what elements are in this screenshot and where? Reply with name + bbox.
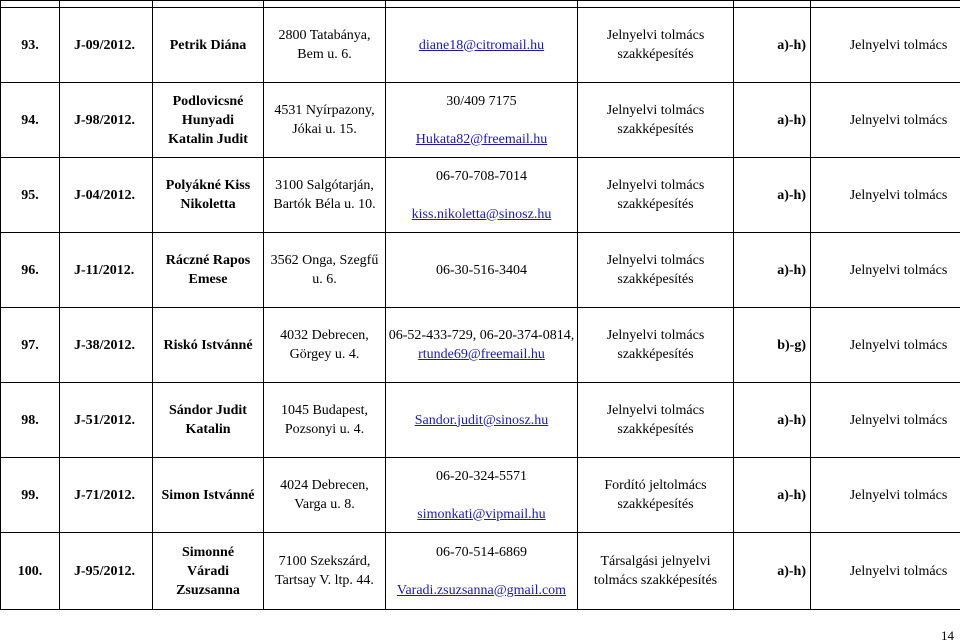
- address-line: Bem u. 6.: [264, 45, 385, 64]
- address-line: Jókai u. 15.: [264, 120, 385, 139]
- role-cell: [811, 158, 960, 233]
- row-number: 99.: [21, 488, 39, 503]
- interpreter-name-cell: [153, 158, 264, 233]
- registration-id-cell: [60, 383, 153, 458]
- qualification-line: Jelnyelvi tolmács: [578, 251, 733, 270]
- role: Jelnyelvi tolmács: [850, 488, 948, 503]
- qualification-line: szakképesítés: [578, 270, 733, 289]
- role: Jelnyelvi tolmács: [850, 413, 948, 428]
- email-link[interactable]: rtunde69@freemail.hu: [386, 345, 577, 364]
- contact-cell: [386, 308, 578, 383]
- row-number-cell: [1, 308, 60, 383]
- interpreter-name-line: Sándor Judit: [153, 401, 263, 420]
- qualification-line: Jelnyelvi tolmács: [578, 176, 733, 195]
- table-row: [1, 383, 960, 458]
- row-number-cell: [1, 158, 60, 233]
- qualification-line: szakképesítés: [578, 345, 733, 364]
- role: Jelnyelvi tolmács: [850, 113, 948, 128]
- row-number-cell: [1, 83, 60, 158]
- row-number: 100.: [18, 564, 43, 579]
- table-row: [1, 233, 960, 308]
- address-line: 7100 Szekszárd,: [264, 552, 385, 571]
- role: Jelnyelvi tolmács: [850, 338, 948, 353]
- address-line: Varga u. 8.: [264, 495, 385, 514]
- registration-id: J-11/2012.: [74, 263, 134, 278]
- interpreter-name-line: Simon Istvánné: [153, 486, 263, 505]
- address-cell: [264, 383, 386, 458]
- role-cell: [811, 533, 960, 610]
- interpreter-name-cell: [153, 83, 264, 158]
- qualification-line: Jelnyelvi tolmács: [578, 101, 733, 120]
- interpreter-name-line: Nikoletta: [153, 195, 263, 214]
- contact-cell: [386, 383, 578, 458]
- registration-id: J-09/2012.: [74, 38, 135, 53]
- role: Jelnyelvi tolmács: [850, 38, 948, 53]
- service-range: b)-g): [777, 338, 806, 353]
- address-line: Pozsonyi u. 4.: [264, 420, 385, 439]
- interpreter-name-line: Hunyadi: [153, 111, 263, 130]
- qualification-line: szakképesítés: [578, 420, 733, 439]
- registration-id: J-98/2012.: [74, 113, 135, 128]
- service-range: a)-h): [777, 38, 806, 53]
- table-top-stub: [1, 1, 960, 8]
- registration-id-cell: [60, 308, 153, 383]
- service-range-cell: [734, 8, 811, 83]
- row-number-cell: [1, 8, 60, 83]
- address-cell: [264, 308, 386, 383]
- address-line: Tartsay V. ltp. 44.: [264, 571, 385, 590]
- qualification-cell: [578, 158, 734, 233]
- qualification-line: szakképesítés: [578, 195, 733, 214]
- registration-id: J-04/2012.: [74, 188, 135, 203]
- registration-id-cell: [60, 158, 153, 233]
- service-range: a)-h): [777, 263, 806, 278]
- service-range-cell: [734, 458, 811, 533]
- qualification-line: Jelnyelvi tolmács: [578, 26, 733, 45]
- registration-id-cell: [60, 8, 153, 83]
- address-line: 1045 Budapest,: [264, 401, 385, 420]
- qualification-cell: [578, 8, 734, 83]
- contact-cell: [386, 8, 578, 83]
- role-cell: [811, 383, 960, 458]
- address-cell: [264, 83, 386, 158]
- registration-id-cell: [60, 83, 153, 158]
- service-range: a)-h): [777, 113, 806, 128]
- address-line: Görgey u. 4.: [264, 345, 385, 364]
- table-row: [1, 533, 960, 610]
- address-line: 4032 Debrecen,: [264, 326, 385, 345]
- qualification-line: Jelnyelvi tolmács: [578, 401, 733, 420]
- role-cell: [811, 458, 960, 533]
- contact-spacer: [386, 111, 577, 130]
- address-cell: [264, 8, 386, 83]
- interpreter-name-cell: [153, 308, 264, 383]
- contact-cell: [386, 233, 578, 308]
- interpreter-name-line: Polyákné Kiss: [153, 176, 263, 195]
- qualification-cell: [578, 383, 734, 458]
- email-link[interactable]: kiss.nikoletta@sinosz.hu: [386, 205, 577, 224]
- qualification-cell: [578, 458, 734, 533]
- registration-id: J-95/2012.: [74, 564, 135, 579]
- row-number-cell: [1, 533, 60, 610]
- contact-spacer: [386, 486, 577, 505]
- interpreter-name-cell: [153, 533, 264, 610]
- qualification-cell: [578, 233, 734, 308]
- address-line: Bartók Béla u. 10.: [264, 195, 385, 214]
- table-row: [1, 158, 960, 233]
- qualification-line: szakképesítés: [578, 45, 733, 64]
- interpreter-name-line: Petrik Diána: [153, 36, 263, 55]
- address-line: 2800 Tatabánya,: [264, 26, 385, 45]
- registration-id-cell: [60, 458, 153, 533]
- row-number: 98.: [21, 413, 39, 428]
- interpreter-name-line: Katalin Judit: [153, 130, 263, 149]
- contact-cell: [386, 458, 578, 533]
- contact-cell: [386, 533, 578, 610]
- role: Jelnyelvi tolmács: [850, 263, 948, 278]
- row-number-cell: [1, 233, 60, 308]
- email-link[interactable]: Varadi.zsuzsanna@gmail.com: [386, 581, 577, 600]
- qualification-cell: [578, 308, 734, 383]
- qualification-cell: [578, 83, 734, 158]
- registry-body: [1, 1, 960, 610]
- interpreter-name-line: Podlovicsné: [153, 92, 263, 111]
- row-number: 95.: [21, 188, 39, 203]
- role-cell: [811, 308, 960, 383]
- interpreter-name-cell: [153, 233, 264, 308]
- interpreter-name-line: Váradi: [153, 562, 263, 581]
- registration-id-cell: [60, 233, 153, 308]
- service-range-cell: [734, 533, 811, 610]
- interpreter-name-line: Katalin: [153, 420, 263, 439]
- service-range-cell: [734, 158, 811, 233]
- role: Jelnyelvi tolmács: [850, 188, 948, 203]
- address-line: 4531 Nyírpazony,: [264, 101, 385, 120]
- page-number: 14: [941, 628, 954, 644]
- interpreter-name-line: Zsuzsanna: [153, 581, 263, 600]
- table-row: [1, 308, 960, 383]
- address-line: 4024 Debrecen,: [264, 476, 385, 495]
- service-range-cell: [734, 383, 811, 458]
- address-line: 3562 Onga, Szegfű: [264, 251, 385, 270]
- interpreter-name-cell: [153, 8, 264, 83]
- contact-cell: [386, 83, 578, 158]
- email-link[interactable]: Hukata82@freemail.hu: [386, 130, 577, 149]
- row-number: 96.: [21, 263, 39, 278]
- interpreter-name-line: Emese: [153, 270, 263, 289]
- row-number-cell: [1, 383, 60, 458]
- qualification-line: tolmács szakképesítés: [578, 571, 733, 590]
- qualification-cell: [578, 533, 734, 610]
- service-range: a)-h): [777, 188, 806, 203]
- row-number-cell: [1, 458, 60, 533]
- qualification-line: szakképesítés: [578, 120, 733, 139]
- contact-spacer: [386, 562, 577, 581]
- registration-id-cell: [60, 533, 153, 610]
- registration-id: J-71/2012.: [74, 488, 135, 503]
- service-range: a)-h): [777, 488, 806, 503]
- role-cell: [811, 8, 960, 83]
- interpreter-name-line: Riskó Istvánné: [153, 336, 263, 355]
- email-link[interactable]: diane18@citromail.hu: [386, 36, 577, 55]
- contact-spacer: [386, 186, 577, 205]
- phone-number: 06-52-433-729, 06-20-374-0814,: [386, 326, 577, 345]
- email-link[interactable]: Sandor.judit@sinosz.hu: [386, 411, 577, 430]
- interpreter-name-cell: [153, 458, 264, 533]
- service-range: a)-h): [777, 564, 806, 579]
- table-row: [1, 458, 960, 533]
- table-row: [1, 8, 960, 83]
- address-line: 3100 Salgótarján,: [264, 176, 385, 195]
- role-cell: [811, 83, 960, 158]
- qualification-line: szakképesítés: [578, 495, 733, 514]
- address-cell: [264, 458, 386, 533]
- registration-id: J-51/2012.: [74, 413, 135, 428]
- qualification-line: Társalgási jelnyelvi: [578, 552, 733, 571]
- registration-id: J-38/2012.: [74, 338, 135, 353]
- service-range: a)-h): [777, 413, 806, 428]
- phone-number: 06-30-516-3404: [386, 261, 577, 280]
- row-number: 94.: [21, 113, 39, 128]
- phone-number: 06-70-708-7014: [386, 167, 577, 186]
- role: Jelnyelvi tolmács: [850, 564, 948, 579]
- phone-number: 30/409 7175: [386, 92, 577, 111]
- qualification-line: Fordító jeltolmács: [578, 476, 733, 495]
- address-cell: [264, 533, 386, 610]
- qualification-line: Jelnyelvi tolmács: [578, 326, 733, 345]
- interpreter-name-cell: [153, 383, 264, 458]
- address-cell: [264, 158, 386, 233]
- service-range-cell: [734, 83, 811, 158]
- phone-number: 06-20-324-5571: [386, 467, 577, 486]
- contact-cell: [386, 158, 578, 233]
- service-range-cell: [734, 233, 811, 308]
- row-number: 97.: [21, 338, 39, 353]
- interpreter-name-line: Ráczné Rapos: [153, 251, 263, 270]
- table-row: [1, 83, 960, 158]
- address-cell: [264, 233, 386, 308]
- service-range-cell: [734, 308, 811, 383]
- row-number: 93.: [21, 38, 39, 53]
- address-line: u. 6.: [264, 270, 385, 289]
- role-cell: [811, 233, 960, 308]
- interpreter-name-line: Simonné: [153, 543, 263, 562]
- phone-number: 06-70-514-6869: [386, 543, 577, 562]
- email-link[interactable]: simonkati@vipmail.hu: [386, 505, 577, 524]
